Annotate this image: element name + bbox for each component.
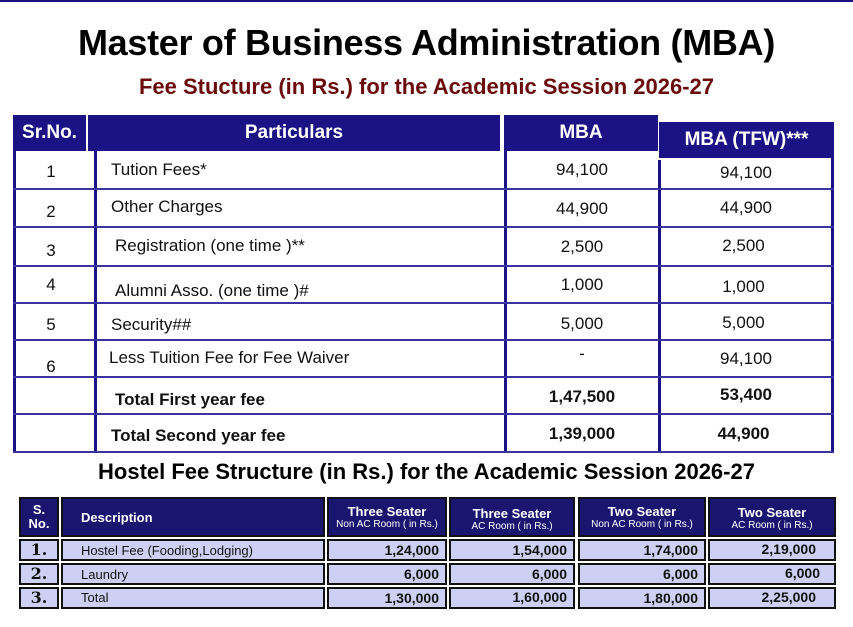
row-tfw-fee: 94,100 <box>720 349 772 368</box>
page-subtitle: Fee Stucture (in Rs.) for the Academic Session 2026-27 <box>138 74 715 99</box>
hostel-row-sno: 3. <box>19 587 59 609</box>
table-border-bottom <box>13 451 834 453</box>
hostel-col-header-two-non-ac <box>578 497 706 537</box>
total-first-year-tfw: 53,400 <box>720 385 772 404</box>
fee-structure-table <box>13 115 834 453</box>
row-tfw-fee: 2,500 <box>722 236 765 255</box>
row-divider <box>13 339 834 341</box>
row-particular: Less Tuition Fee for Fee Waiver <box>109 348 350 367</box>
row-particular: Other Charges <box>111 197 223 216</box>
hostel-col-header-three-non-ac <box>327 497 447 537</box>
page-title: Master of Business Administration (MBA) <box>77 22 776 63</box>
header-line-1: Description <box>81 510 153 525</box>
hostel-row-value: 6,000 <box>708 563 836 585</box>
hostel-row-value: 1,54,000 <box>449 539 575 561</box>
row-mba-fee: 44,900 <box>556 199 608 218</box>
hostel-row-value: 1,80,000 <box>578 587 706 609</box>
row-sr-number: 1 <box>46 162 56 181</box>
header-line-2: AC Room ( in Rs.) <box>731 520 813 531</box>
hostel-fee-table <box>19 497 837 612</box>
header-line-1: Two Seater <box>607 504 677 519</box>
col-header-mba: MBA <box>504 115 658 151</box>
header-line-2: Non AC Room ( in Rs.) <box>336 519 438 530</box>
hostel-row-value: 6,000 <box>449 563 575 585</box>
col-header-srno: Sr.No. <box>13 115 86 151</box>
row-particular: Registration (one time )** <box>115 236 305 255</box>
row-sr-number: 5 <box>46 315 56 334</box>
row-particular: Security## <box>111 315 192 334</box>
hostel-fee-title: Hostel Fee Structure (in Rs.) for the Academic Session 2026-27 <box>98 459 755 484</box>
hostel-row-value: 1,60,000 <box>449 587 575 609</box>
total-second-year-mba: 1,39,000 <box>548 424 616 443</box>
row-mba-fee: 1,000 <box>560 275 604 294</box>
header-line-1: Two Seater <box>737 505 807 520</box>
row-divider <box>13 226 834 228</box>
hostel-row-sno: 1. <box>19 539 59 561</box>
hostel-row-description: Laundry <box>61 563 325 585</box>
hostel-row-value: 6,000 <box>327 563 447 585</box>
row-mba-fee: 94,100 <box>556 160 608 179</box>
hostel-col-header-description <box>61 497 325 537</box>
total-second-year-tfw: 44,900 <box>717 424 770 443</box>
row-tfw-fee: 44,900 <box>720 198 772 217</box>
total-second-year-label: Total Second year fee <box>111 426 286 445</box>
header-line-2: AC Room ( in Rs.) <box>471 521 553 532</box>
row-sr-number: 4 <box>46 275 56 294</box>
row-divider <box>13 413 834 415</box>
hostel-row-description: Hostel Fee (Fooding,Lodging) <box>61 539 325 561</box>
row-sr-number: 3 <box>46 241 56 260</box>
hostel-row-sno: 2. <box>19 563 59 585</box>
row-tfw-fee: 94,100 <box>720 163 772 182</box>
hostel-row-value: 6,000 <box>578 563 706 585</box>
row-divider <box>13 188 834 190</box>
row-sr-number: 2 <box>46 202 56 221</box>
row-divider <box>13 376 834 378</box>
header-line-1: Three Seater <box>347 504 427 519</box>
hostel-col-header-three-ac <box>449 497 575 537</box>
row-divider <box>13 265 834 267</box>
row-particular: Tution Fees* <box>111 160 207 179</box>
col-header-particulars: Particulars <box>88 115 500 151</box>
hostel-row-value: 1,30,000 <box>327 587 447 609</box>
header-line-1: S. <box>32 502 46 517</box>
row-tfw-fee: 1,000 <box>722 277 765 296</box>
hostel-row-value: 1,24,000 <box>327 539 447 561</box>
row-mba-fee: - <box>579 344 585 363</box>
row-mba-fee: 5,000 <box>560 314 604 333</box>
total-first-year-mba: 1,47,500 <box>548 387 616 406</box>
hostel-row-value: 2,19,000 <box>708 539 836 561</box>
total-first-year-label: Total First year fee <box>115 390 265 409</box>
col-header-mba-tfw: MBA (TFW)*** <box>659 122 834 158</box>
row-divider <box>13 302 834 304</box>
row-tfw-fee: 5,000 <box>722 313 765 332</box>
hostel-row-description: Total <box>61 587 325 609</box>
top-border-line <box>0 0 853 2</box>
header-line-1: Three Seater <box>472 506 552 521</box>
hostel-row-value: 1,74,000 <box>578 539 706 561</box>
header-line-2: No. <box>28 516 50 531</box>
hostel-col-header-two-ac <box>708 497 836 537</box>
row-mba-fee: 2,500 <box>560 237 604 256</box>
row-sr-number: 6 <box>46 357 56 376</box>
row-particular: Alumni Asso. (one time )# <box>115 281 309 300</box>
hostel-col-header-sno <box>19 497 59 537</box>
header-line-2: Non AC Room ( in Rs.) <box>591 519 693 530</box>
hostel-row-value: 2,25,000 <box>708 587 836 609</box>
